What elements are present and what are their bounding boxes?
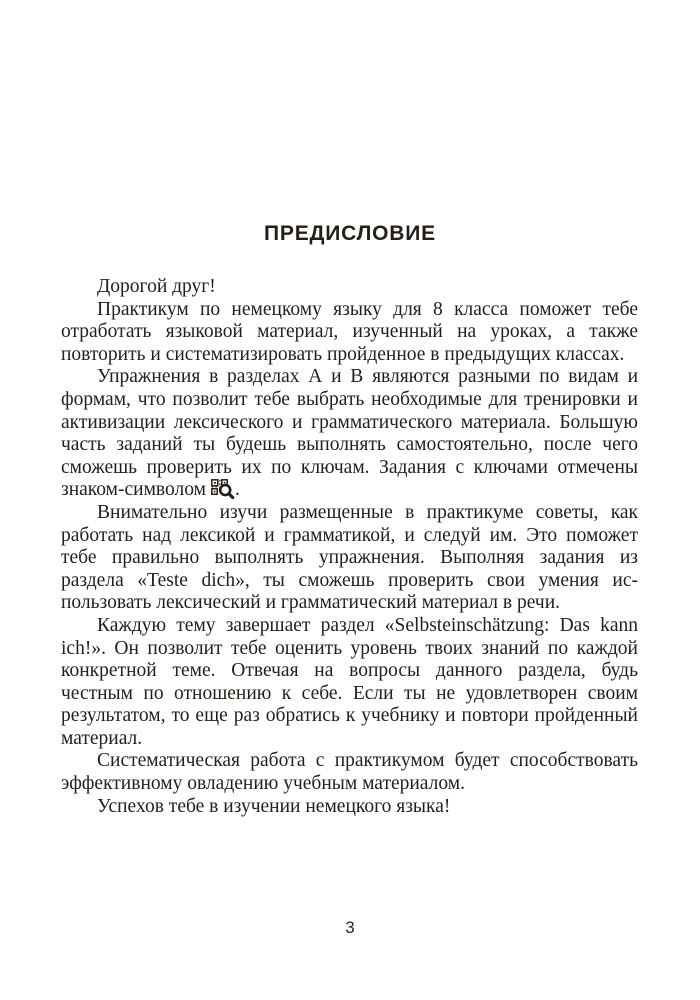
paragraph: Успехов тебе в изучении немецкого языка!: [97, 795, 451, 817]
paragraph: Каждую тему завершает раздел «Selbsteinschätzung: Das kann ich!». Он позволит тебе оценить уровень твоих знаний по каждой конкретной теме. Отвечая на вопросы данного раздела, будь честным по отношению к себе. Если ты не удовлетворен своим результатом, то еще раз обратись к учебнику и повтори пройденный материал.: [61, 614, 638, 749]
paragraph: Практикум по немецкому языку для 8 класса поможет тебе отработать языковой материал, изученный на уроках, а также повторить и систематизировать пройденное в предыдущих классах.: [61, 298, 638, 365]
qr-code-search-icon: [211, 479, 235, 499]
paragraph: Дорогой друг!: [97, 276, 216, 297]
paragraph: Упражнения в разделах А и В являются разными по видам и формам, что позволит тебе выбрать необходимые для тренировки и активизации лексического и грамматического материала. Большую часть заданий ты будешь выполнять самостоятельно, после чего сможешь проверить их по ключам. Задания с ключами отмечены знаком-символом .: [61, 366, 638, 501]
page-number: 3: [345, 918, 355, 937]
paragraph: Внимательно изучи размещенные в практикуме советы, как работать над лексикой и грамматикой, и следуй им. Это поможет тебе правильно выполнять упражнения. Выполняя задания из раздела «Teste dich», ты сможешь проверить свои умения использовать лексический и грамматический материал в речи.: [61, 501, 638, 614]
preface-text: [61, 276, 638, 818]
page-title: ПРЕДИСЛОВИЕ: [264, 222, 436, 245]
paragraph: Систематическая работа с практикумом будет способствовать эффективному овладению учебным материалом.: [61, 750, 638, 795]
